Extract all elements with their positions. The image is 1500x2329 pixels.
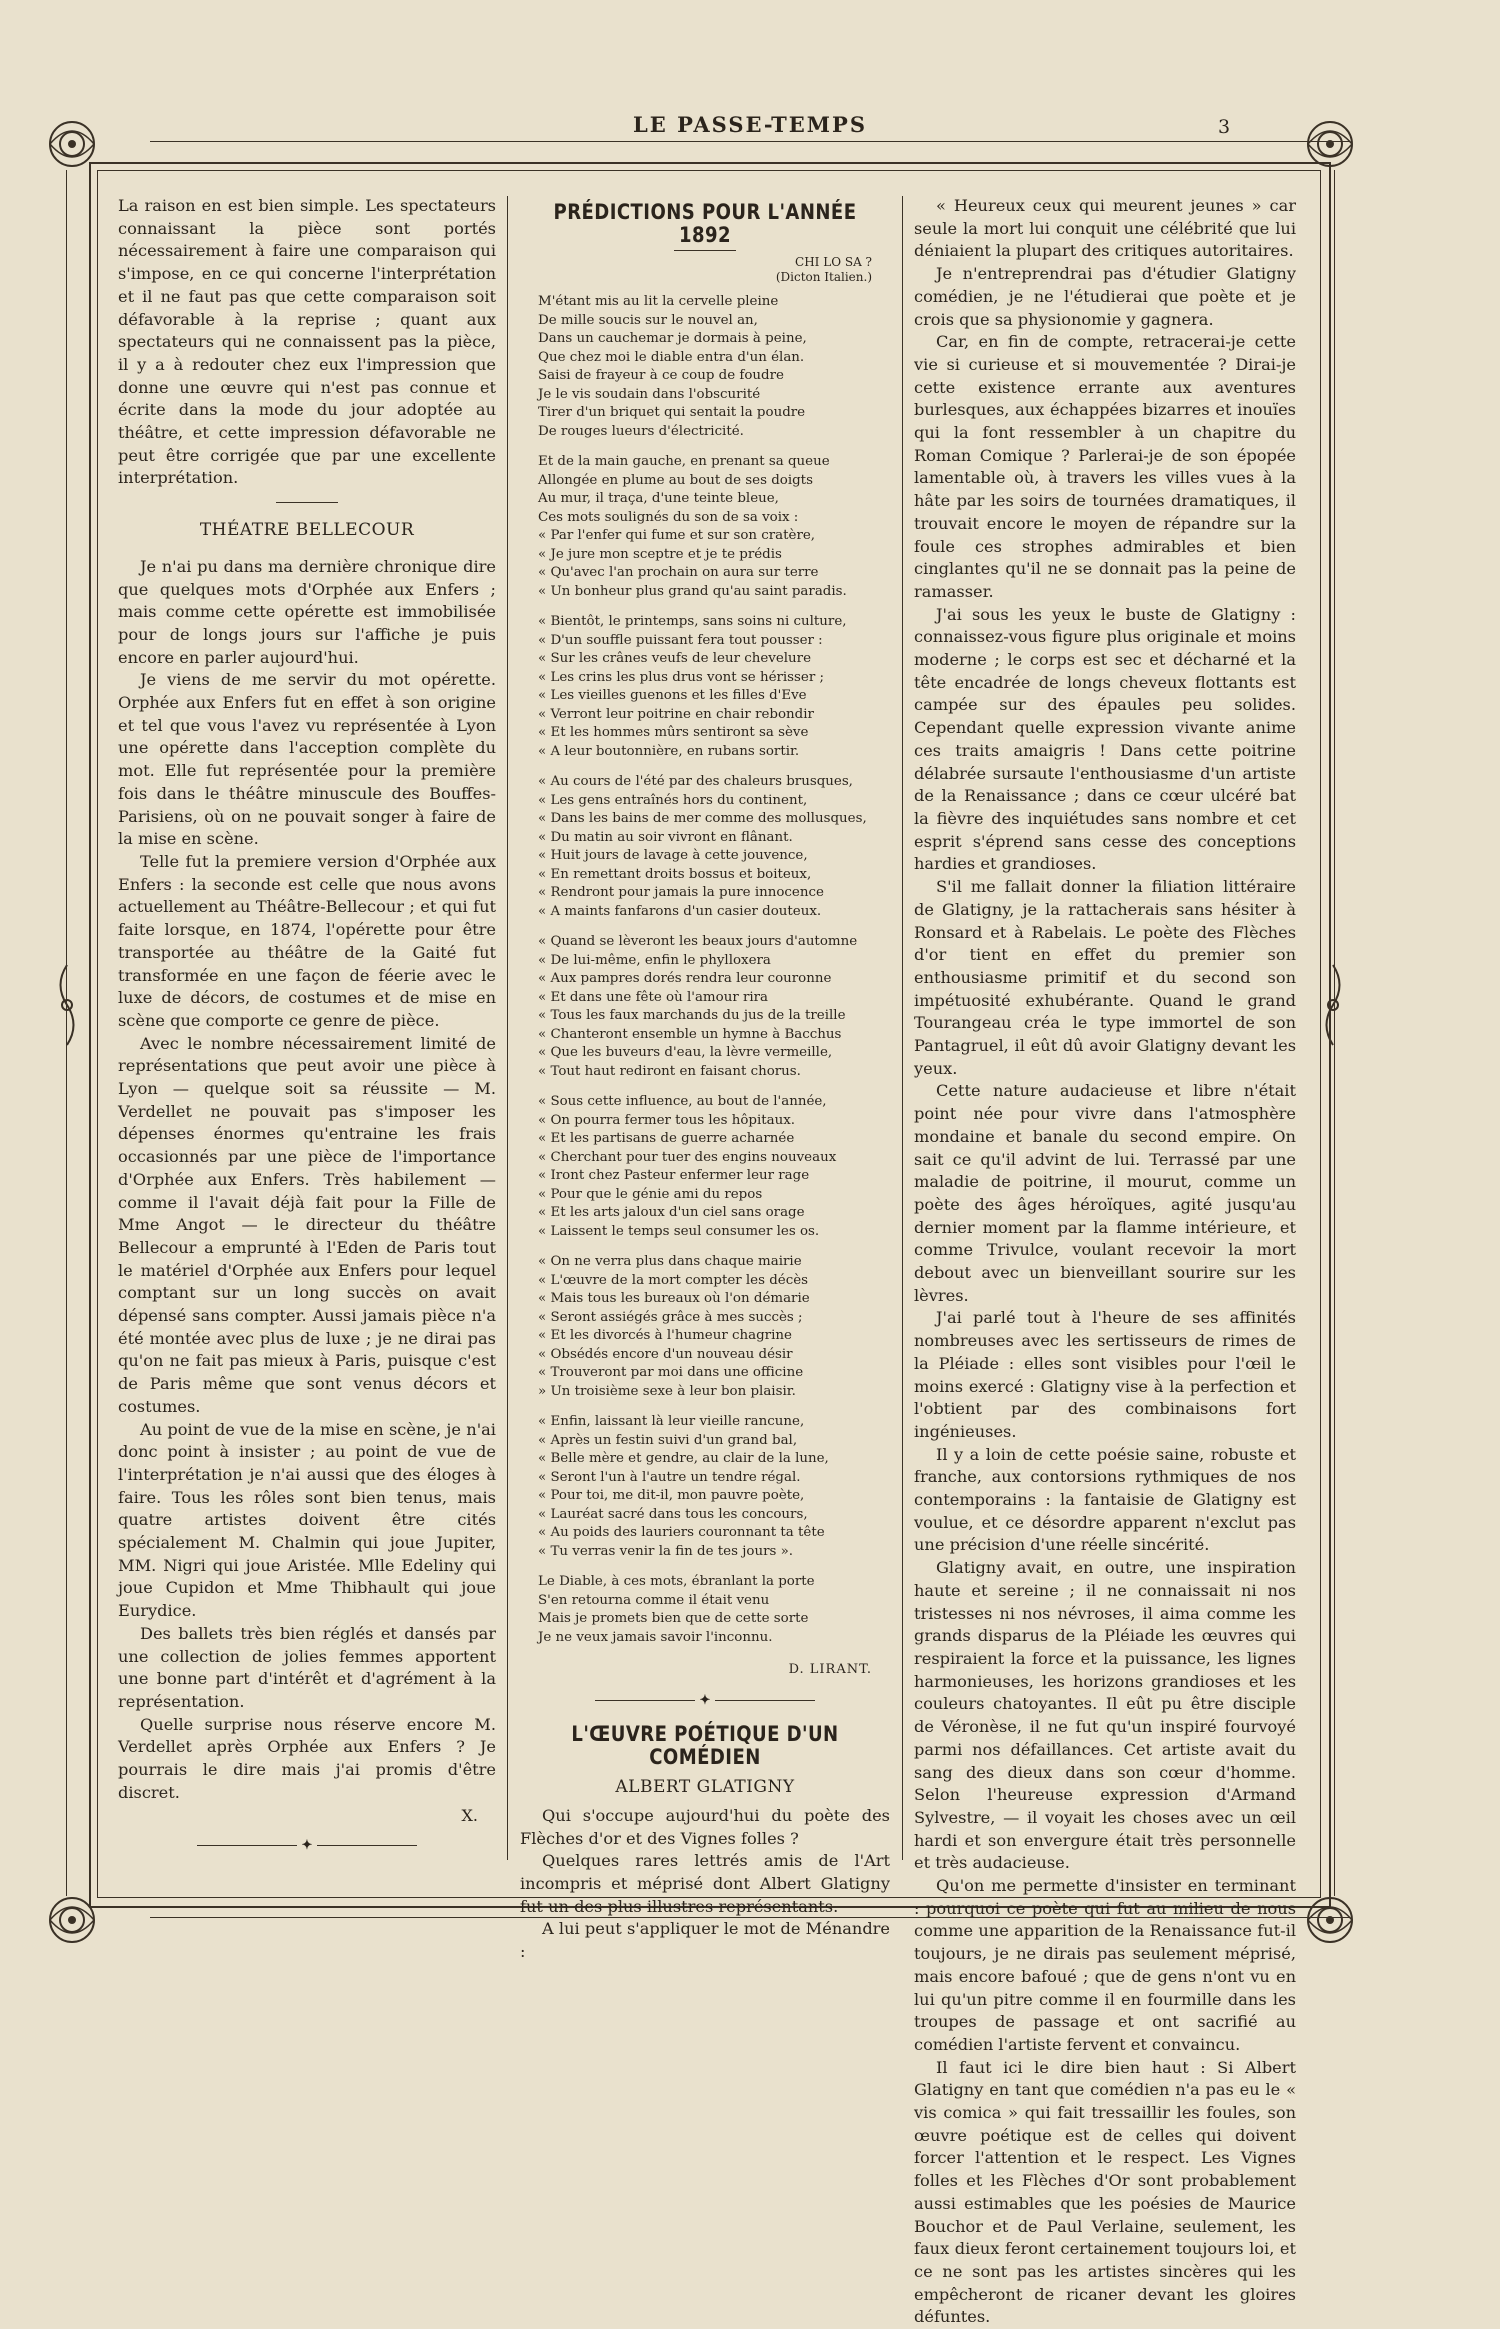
poem-body [520,293,890,1647]
poem-line: Je le vis soudain dans l'obscurité [538,386,761,402]
poem-stanza [538,613,890,761]
poem-line: Dans un cauchemar je dormais à peine, [538,331,807,347]
section-heading: THÉATRE BELLECOUR [199,520,415,541]
corner-ornament-icon [1298,1888,1362,1952]
poem-line: Au mur, il traça, d'une teinte bleue, [538,491,779,507]
poem-stanza [538,1413,890,1561]
poem-line: « Je jure mon sceptre et je te prédis [538,546,782,562]
end-ornament: ✦ [118,1835,496,1858]
poem-line: « A leur boutonnière, en rubans sortir. [538,743,800,759]
poem-line: « Sur les crânes veufs de leur chevelure [538,651,812,667]
side-scroll-ornament-icon [1318,960,1348,1050]
poem-line: S'en retourna comme il était venu [538,1592,770,1608]
article-paragraph: J'ai sous les yeux le buste de Glatigny : connaissez-vous figure plus originale et moins moderne ; le corps est sec et décharné et la tête encadrée de longs cheveux flottants est campée sur des épaules peu solides. Cependant quelle expression vivante anime ces traits amaigris ! Dans cette poitrine délabrée sursaute l'enthousiasme d'un artiste de la Renaissance ; dans ce cœur ulcéré bat la fièvre des inquiétudes sans nombre et cet esprit s'éprend sans cesse des conceptions hardies et grandioses. [914,604,1296,874]
intro-paragraph: La raison en est bien simple. Les spectateurs connaissant la pièce sont portés nécessairement à faire une comparaison qui s'impose, en ce qui concerne l'interprétation et il ne faut pas que cette comparaison soit défavorable à la reprise ; quant aux spectateurs qui ne connaissent pas la pièce, il y a à redouter chez eux l'impression que donne une œuvre qui n'est pas connue et écrite dans la mode du jour adoptée au théâtre, et cette impression défavorable ne peut être corrigée que par une excellente interprétation. [118,196,496,488]
poem-line: Allongée en plume au bout de ses doigts [538,472,813,488]
corner-ornament-icon [1298,112,1362,176]
poem-line: « Pour toi, me dit-il, mon pauvre poète, [538,1488,805,1504]
poem-line: « Cherchant pour tuer des engins nouveaux [538,1149,837,1165]
poem-line: « Seront assiégés grâce à mes succès ; [538,1309,803,1325]
poem-stanza [538,1573,890,1647]
poem-stanza [538,453,890,601]
column-separator [902,196,903,1860]
poem-line: « Au cours de l'été par des chaleurs brusques, [538,774,853,790]
poem-line: « En remettant droits bossus et boiteux, [538,866,812,882]
poem-line: « Lauréat sacré dans tous les concours, [538,1506,808,1522]
middle-column [520,195,890,1964]
article-paragraph: Car, en fin de compte, retracerai-je cette vie si curieuse et si mouvementée ? Dirai-je cette existence errante aux aventures burlesques, aux échappées bizarres et inouïes qui la font ressembler à un chapitre du Roman Comique ? Parlerai-je de son épopée lamentable où, à travers les villes vues à la hâte par les soirs de tournées dramatiques, il trouvait encore le moyen de répandre sur la foule ces strophes admirables et bien cinglantes qu'il ne se donnait pas la peine de ramasser. [914,332,1296,601]
divider-ornament: ✦ [520,1690,890,1713]
title-rule [674,250,736,251]
poem-line: « Chanteront ensemble un hymne à Bacchus [538,1026,842,1042]
poem-stanza [538,1093,890,1241]
poem-motto: CHI LO SA ? [795,255,872,270]
poem-line: Saisi de frayeur à ce coup de foudre [538,368,784,384]
poem-line: « Huit jours de lavage à cette jouvence, [538,848,808,864]
right-column [914,195,1296,2329]
poem-line: « Quand se lèveront les beaux jours d'automne [538,934,858,950]
poem-line: « Par l'enfer qui fume et sur son cratère, [538,528,816,544]
poem-line: « Obsédés encore d'un nouveau désir [538,1346,793,1362]
article-paragraph: « Heureux ceux qui meurent jeunes » car seule la mort lui conquit une célébrité que lui déniaient la plupart des critiques autoritaires. [914,196,1296,261]
poem-line: « Enfin, laissant là leur vieille rancune, [538,1414,805,1430]
poem-stanza [538,1253,890,1401]
article-paragraph: A lui peut s'appliquer le mot de Ménandre : [520,1919,890,1962]
poem-stanza [538,293,890,441]
poem-signature: D. LIRANT. [788,1662,872,1678]
poem-line: « Sous cette influence, au bout de l'année, [538,1094,827,1110]
article-paragraph: Au point de vue de la mise en scène, je n'ai donc point à insister ; au point de vue de l'interprétation je n'ai aussi que des éloges à faire. Tous les rôles sont bien tenus, mais quatre artistes doivent être cités spécialement M. Chalmin qui joue Jupiter, MM. Nigri qui joue Aristée. Mlle Edeliny qui joue Cupidon et Mme Thibhault qui joue Eurydice. [118,1419,496,1621]
poem-line: » Un troisième sexe à leur bon plaisir. [538,1383,796,1399]
poem-line: « Les crins les plus drus vont se hérisser ; [538,669,825,685]
poem-line: « Tous les faux marchands du jus de la treille [538,1008,846,1024]
corner-ornament-icon [40,112,104,176]
poem-line: « Trouveront par moi dans une officine [538,1365,804,1381]
poem-line: « Rendront pour jamais la pure innocence [538,885,824,901]
poem-line: Je ne veux jamais savoir l'inconnu. [538,1629,773,1645]
poem-line: « Seront l'un à l'autre un tendre régal. [538,1469,801,1485]
article-subtitle: ALBERT GLATIGNY [615,1777,795,1798]
article-paragraph: Il y a loin de cette poésie saine, robuste et franche, aux contorsions rythmiques de nos contemporains : la fantaisie de Glatigny est voulue, et ce désordre apparent n'exclut pas une précision d'une réelle sincérité. [914,1444,1296,1555]
top-rule [150,141,1350,142]
poem-line: « Et les hommes mûrs sentiront sa sève [538,725,809,741]
article-paragraph: Je n'entreprendrai pas d'étudier Glatigny comédien, je ne l'étudierai que poète et je crois que sa physionomie y gagnera. [914,264,1296,329]
poem-line: « Un bonheur plus grand qu'au saint paradis. [538,583,847,599]
article-paragraph: Il faut ici le dire bien haut : Si Albert Glatigny en tant que comédien n'a pas eu le « vis comica » qui fait tressaillir les foules, son œuvre poétique est de celles qui doivent forcer l'attention et le respect. Les Vignes folles et les Flèches d'Or sont probablement aussi estimables que les poésies de Maurice Bouchor et de Paul Verlaine, seulement, les faux dieux feront certainement toujours loi, et ce ne sont pas les artistes sincères qui les empêcheront de ricaner devant les gloires défuntes. [914,2057,1296,2327]
poem-line: « Bientôt, le printemps, sans soins ni culture, [538,614,847,630]
poem-line: « Belle mère et gendre, au clair de la lune, [538,1451,829,1467]
article-paragraph: Qu'on me permette d'insister en terminant : pourquoi ce poète qui fut au milieu de nous comme une apparition de la Renaissance fut-il toujours, je ne dirais pas seulement méprisé, mais encore bafoué ; que de gens n'ont vu en lui qu'un pitre comme il en fourmille dans les troupes de passage et ont sacrifié au comédien l'artiste fervent et convaincu. [914,1876,1296,2054]
left-column [118,195,496,1868]
article-paragraph: Avec le nombre nécessairement limité de représentations que peut avoir une pièce à Lyon — quelque soit sa réussite — M. Verdellet ne pouvait pas s'imposer les dépenses énormes qu'entraine les frais occasionnés par une pièce de l'importance d'Orphée aux Enfers. Très habilement — comme il l'avait déjà fait pour la Fille de Mme Angot — le directeur du théâtre Bellecour a emprunté à l'Eden de Paris tout le matériel d'Orphée aux Enfers pour lequel comptant sur un long succès on avait dépensé sans compter. Aussi jamais pièce n'a été montée avec plus de luxe ; je ne dirai pas qu'on ne fait pas mieux à Paris, puisque c'est de Paris même que sont venus décors et costumes. [118,1033,496,1416]
poem-line: « D'un souffle puissant fera tout pousser : [538,632,823,648]
poem-line: « Tout haut rediront en faisant chorus. [538,1063,801,1079]
poem-line: Tirer d'un briquet qui sentait la poudre [538,405,806,421]
poem-motto-source: (Dicton Italien.) [775,270,872,285]
poem-line: Que chez moi le diable entra d'un élan. [538,349,805,365]
poem-line: Et de la main gauche, en prenant sa queue [538,454,830,470]
poem-line: « Les gens entraînés hors du continent, [538,792,808,808]
page-number: 3 [1218,116,1231,138]
article-paragraph: Qui s'occupe aujourd'hui du poète des Flèches d'or et des Vignes folles ? [520,1805,890,1848]
poem-line: « Du matin au soir vivront en flânant. [538,829,793,845]
article-paragraph: Quelques rares lettrés amis de l'Art incompris et méprisé dont Albert Glatigny fut un des plus illustres représentants. [520,1851,890,1916]
article-paragraph: S'il me fallait donner la filiation littéraire de Glatigny, je la rattacherais sans hésiter à Ronsard et à Rabelais. Le poète des Flèches d'or tient en effet du premier son enthousiasme primitif et du second son impétuosité exhubérante. Quand le grand Tourangeau créa le type immortel de son Pantagruel, il eût dû avoir Glatigny devant les yeux. [914,877,1296,1078]
poem-line: « Qu'avec l'an prochain on aura sur terre [538,565,819,581]
poem-line: « Laissent le temps seul consumer les os. [538,1223,820,1239]
article-paragraph: Quelle surprise nous réserve encore M. Verdellet après Orphée aux Enfers ? Je pourrais le dire mais j'ai promis d'être discret. [118,1714,496,1802]
corner-ornament-icon [40,1888,104,1952]
poem-line: « De lui-même, enfin le phylloxera [538,952,771,968]
poem-line: « Au poids des lauriers couronnant ta tête [538,1525,825,1541]
poem-line: « Après un festin suivi d'un grand bal, [538,1432,798,1448]
article-paragraph: Cette nature audacieuse et libre n'était point née pour vivre dans l'atmosphère mondaine et banale du second empire. On sait ce qu'il advint de lui. Terrassé par une maladie de poitrine, il mourut, comme un poète des âges héroïques, agité jusqu'au dernier moment par la flamme intérieure, et comme Trivulce, voulant recevoir la mort debout avec un bienveillant sourire sur les lèvres. [914,1081,1296,1305]
poem-line: De rouges lueurs d'électricité. [538,423,744,439]
poem-line: « A maints fanfarons d'un casier douteux. [538,903,822,919]
poem-title: PRÉDICTIONS POUR L'ANNÉE 1892 [553,200,857,247]
article-title: L'ŒUVRE POÉTIQUE D'UN COMÉDIEN [571,1721,839,1769]
side-scroll-ornament-icon [52,960,82,1050]
poem-stanza [538,933,890,1081]
poem-line: « Dans les bains de mer comme des mollusques, [538,811,867,827]
poem-line: « Pour que le génie ami du repos [538,1186,763,1202]
article-paragraph: Glatigny avait, en outre, une inspiration haute et sereine ; il ne connaissait ni nos tristesses ni nos névroses, il aima comme les grands disparus de la Pléiade les œuvres qui respiraient la force et la puissance, les lignes harmonieuses, les horizons grandioses et les couleurs chatoyantes. Il eût pu être disciple de Véronèse, il ne fut qu'un inspiré fourvoyé parmi nos défaillances. Cet artiste avait du sang des dieux dans son cœur d'homme. Selon l'heureuse expression d'Armand Sylvestre, — il voyait les choses avec un œil hardi et son envergure était très personnelle et très audacieuse. [914,1558,1296,1873]
masthead [0,112,1500,137]
newspaper-title: LE PASSE-TEMPS [633,112,867,137]
poem-stanza [538,773,890,921]
poem-line: Ces mots soulignés du son de sa voix : [538,509,799,525]
article-paragraph: Je n'ai pu dans ma dernière chronique dire que quelques mots d'Orphée aux Enfers ; mais comme cette opérette est immobilisée pour de longs jours sur l'affiche je puis encore en parler aujourd'hui. [118,556,496,667]
article-paragraph: Telle fut la premiere version d'Orphée aux Enfers : la seconde est celle que nous avons actuellement au Théâtre-Bellecour ; et qui fut faite lorsque, en 1874, l'opérette pour être transportée au théâtre de la Gaité fut transformée en une façon de féerie avec le luxe de décors, de costumes et de mise en scène que comporte ce genre de pièce. [118,851,496,1030]
poem-line: « Iront chez Pasteur enfermer leur rage [538,1168,810,1184]
poem-line: « L'œuvre de la mort compter les décès [538,1272,809,1288]
poem-line: « Les vieilles guenons et les filles d'Eve [538,688,807,704]
author-signature: X. [461,1805,478,1825]
poem-line: « Et les partisans de guerre acharnée [538,1131,795,1147]
poem-line: Le Diable, à ces mots, ébranlant la porte [538,1574,815,1590]
poem-line: « On ne verra plus dans chaque mairie [538,1254,802,1270]
poem-line: « Et les arts jaloux d'un ciel sans orage [538,1205,805,1221]
poem-line: De mille soucis sur le nouvel an, [538,312,758,328]
column-separator [507,196,508,1860]
poem-line: « Tu verras venir la fin de tes jours ». [538,1543,794,1559]
article-paragraph: J'ai parlé tout à l'heure de ses affinités nombreuses avec les sertisseurs de rimes de la Pléiade : elles sont visibles pour l'œil le moins exercé : Glatigny vise à la perfection et l'obtient par des combinaisons fort ingénieuses. [914,1308,1296,1441]
poem-line: « Et les divorcés à l'humeur chagrine [538,1328,792,1344]
poem-line: « Aux pampres dorés rendra leur couronne [538,971,832,987]
article-paragraph: Je viens de me servir du mot opérette. Orphée aux Enfers fut en effet à son origine et tel que vous l'avez vu représentée à Lyon une opérette dans l'acception complète du mot. Elle fut représentée pour la première fois dans le théâtre minuscule des Bouffes-Parisiens, où on ne pouvait songer à faire de la mise en scène. [118,670,496,849]
poem-line: « On pourra fermer tous les hôpitaux. [538,1112,796,1128]
article-paragraph: Des ballets très bien réglés et dansés par une collection de jolies femmes apportent une bonne part d'intérêt et d'agrément à la représentation. [118,1623,496,1711]
poem-line: « Verront leur poitrine en chair rebondir [538,706,814,722]
poem-line: « Et dans une fête où l'amour rira [538,989,769,1005]
poem-line: M'étant mis au lit la cervelle pleine [538,294,779,310]
section-divider [276,502,338,503]
poem-line: « Que les buveurs d'eau, la lèvre vermeille, [538,1045,833,1061]
poem-line: « Mais tous les bureaux où l'on démarie [538,1291,810,1307]
poem-line: Mais je promets bien que de cette sorte [538,1611,809,1627]
